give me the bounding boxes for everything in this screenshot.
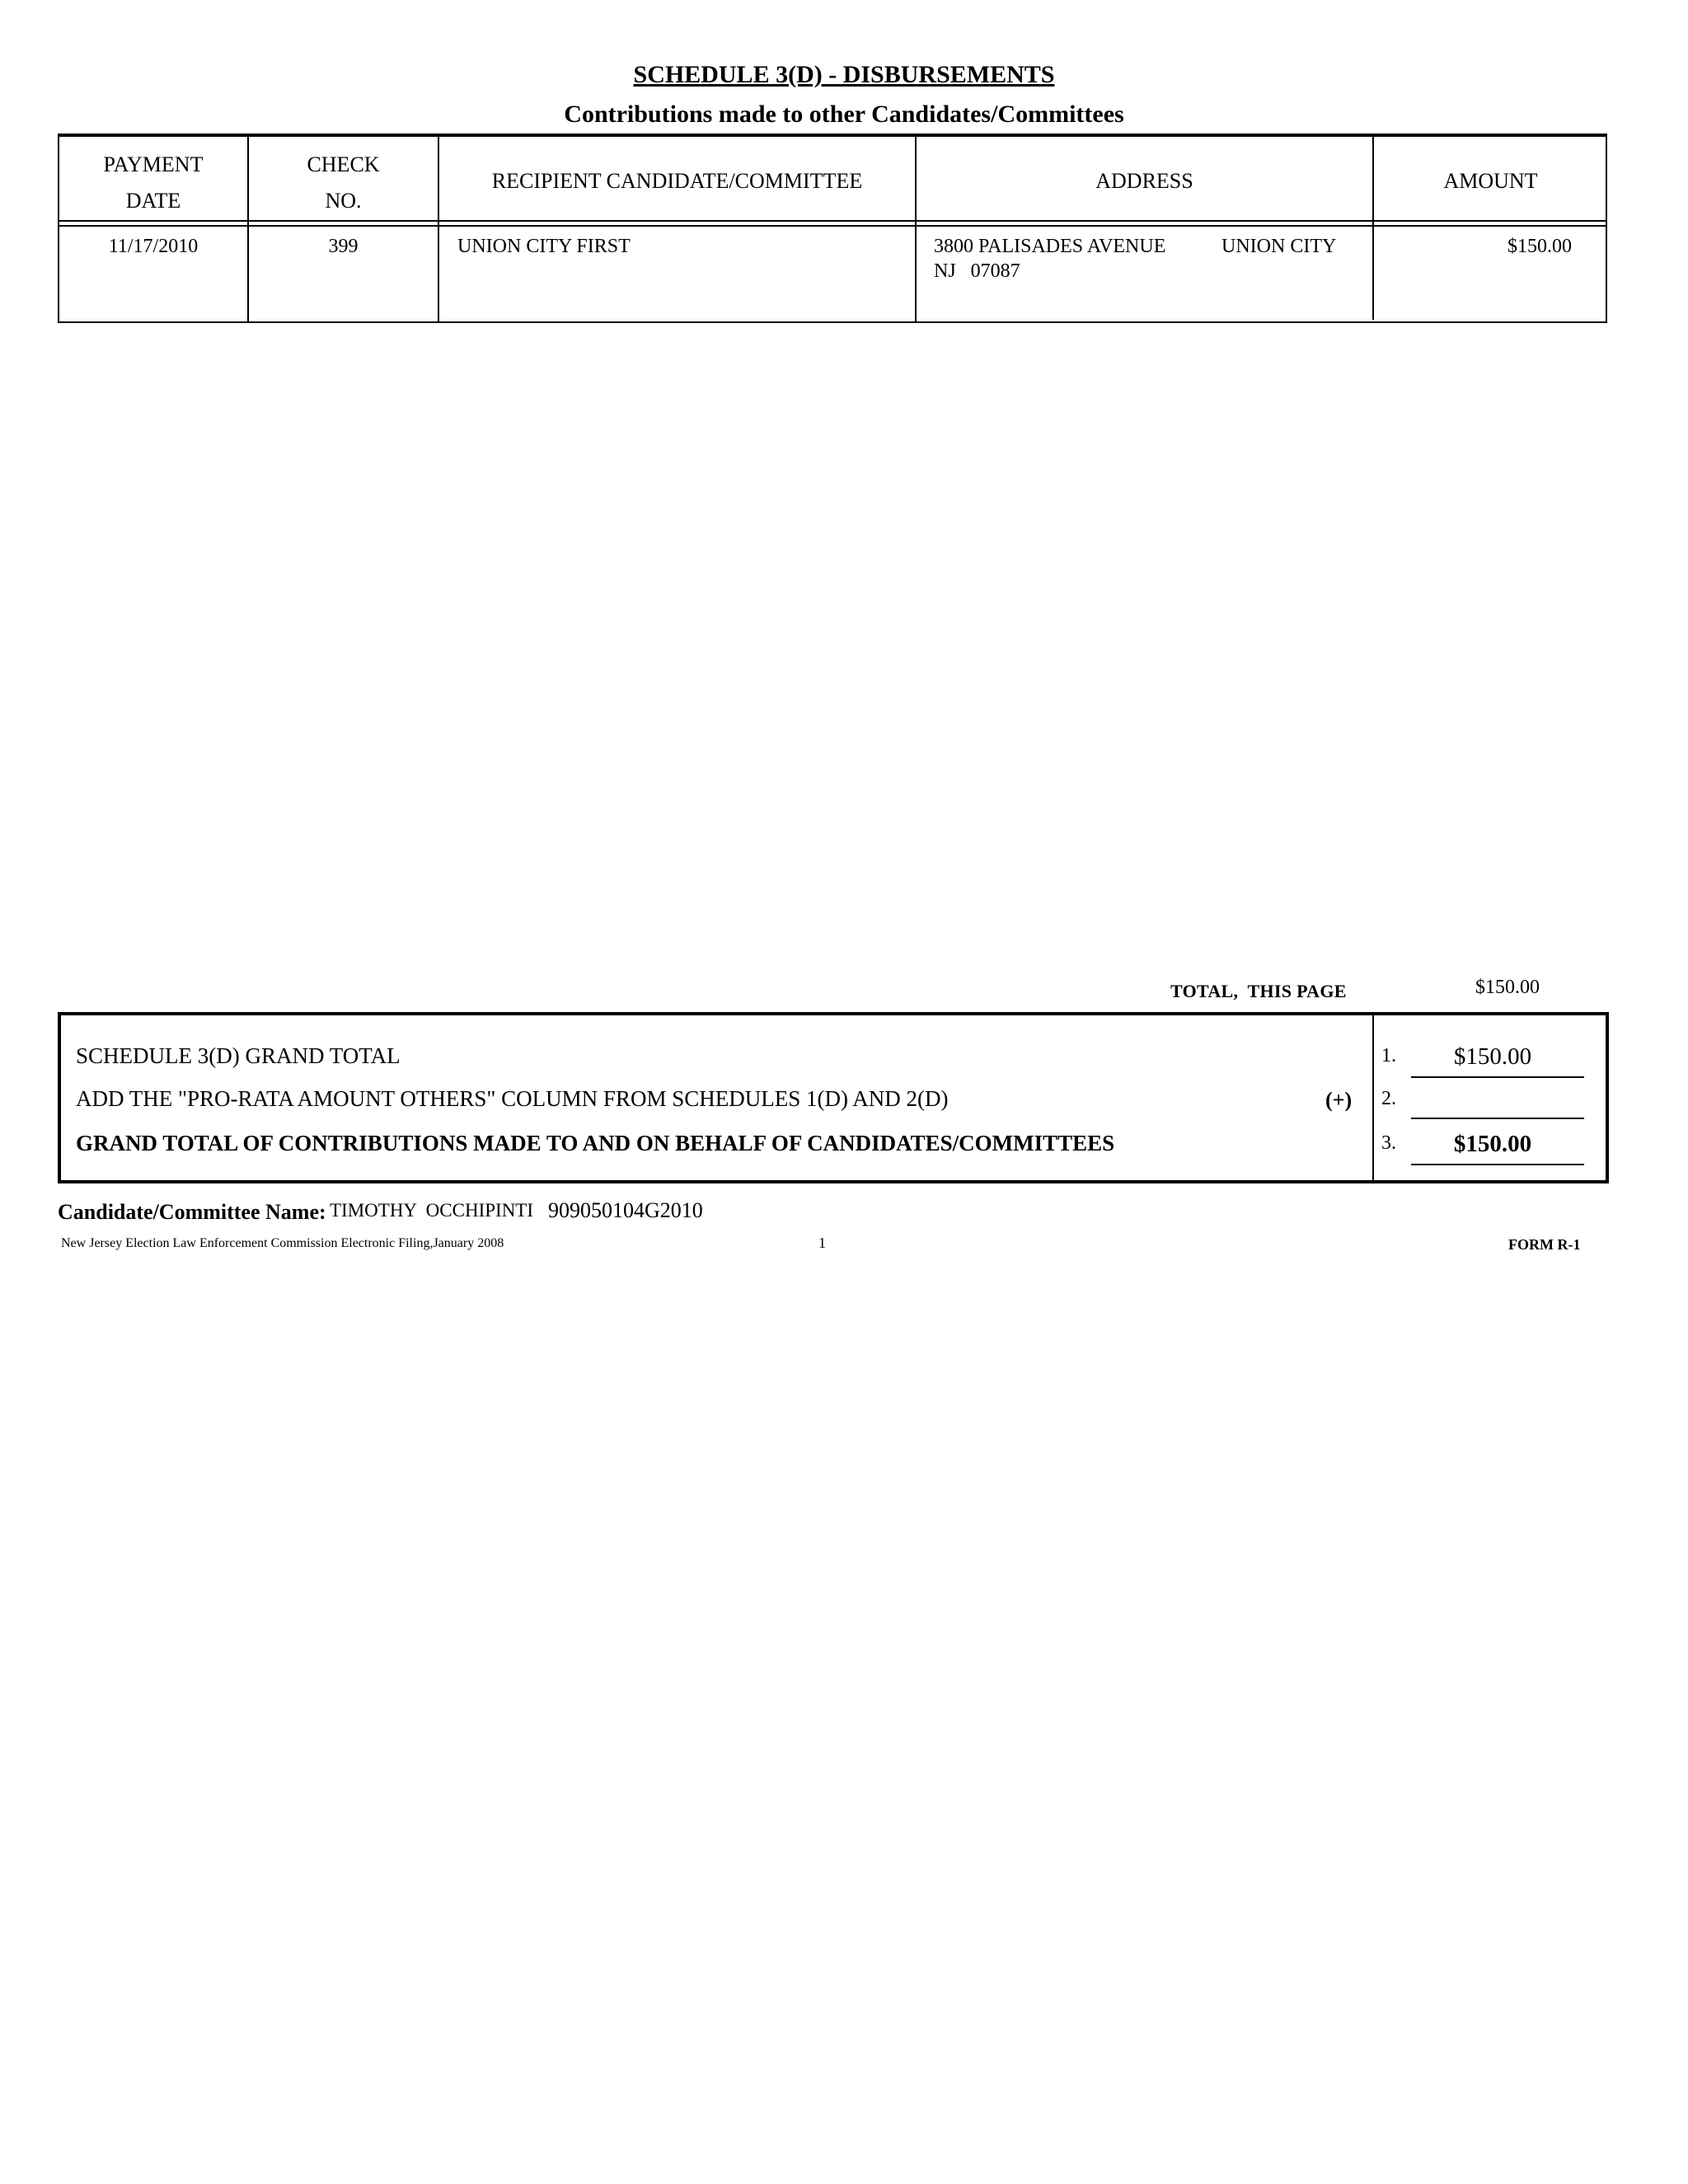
row-check-no: 399 [328, 236, 359, 257]
candidate-id: 909050104G2010 [548, 1198, 703, 1222]
grand-total-plus-sign: (+) [1325, 1088, 1353, 1112]
header-payment-label: PAYMENT [103, 152, 204, 176]
row-address-state-zip: NJ 07087 [934, 260, 1020, 282]
header-date-label: DATE [125, 189, 181, 213]
row-amount: $150.00 [1507, 236, 1572, 257]
grand-total-line3-value: $150.00 [1453, 1131, 1532, 1157]
grand-total-line3-num: 3. [1381, 1132, 1396, 1154]
header-check-label: CHECK [307, 152, 380, 176]
candidate-name: TIMOTHY OCCHIPINTI [330, 1200, 534, 1221]
grand-total-line1-label: SCHEDULE 3(D) GRAND TOTAL [76, 1043, 401, 1068]
header-no-label: NO. [325, 189, 362, 213]
schedule-title: SCHEDULE 3(D) - DISBURSEMENTS [633, 61, 1055, 88]
row-recipient: UNION CITY FIRST [457, 236, 631, 257]
grand-total-divider [1372, 1015, 1374, 1180]
footer-form-id: FORM R-1 [1508, 1236, 1581, 1253]
total-this-page-label: TOTAL, THIS PAGE [1170, 981, 1347, 1001]
grand-total-line1-num: 1. [1381, 1045, 1396, 1066]
footer-page-number: 1 [818, 1235, 826, 1251]
candidate-name-label: Candidate/Committee Name: [58, 1200, 326, 1224]
header-payment-date [59, 147, 247, 219]
schedule-subtitle: Contributions made to other Candidates/Committees [564, 101, 1124, 128]
header-rule [59, 225, 1607, 227]
grand-total-line3-underline [1411, 1164, 1584, 1165]
header-amount: AMOUNT [1443, 169, 1538, 193]
grand-total-line3-label: GRAND TOTAL OF CONTRIBUTIONS MADE TO AND ON BEHALF OF CANDIDATES/COMMITTEES [76, 1131, 1115, 1155]
header-rule [59, 220, 1607, 222]
header-check-no [249, 147, 438, 219]
row-payment-date: 11/17/2010 [108, 236, 199, 257]
total-this-page-value: $150.00 [1475, 977, 1540, 998]
grand-total-line1-underline [1411, 1076, 1584, 1078]
row-address-street: 3800 PALISADES AVENUE [934, 236, 1166, 257]
header-recipient: RECIPIENT CANDIDATE/COMMITTEE [491, 169, 863, 193]
grand-total-line2-label: ADD THE "PRO-RATA AMOUNT OTHERS" COLUMN FROM SCHEDULES 1(D) AND 2(D) [76, 1086, 949, 1111]
grand-total-line2-underline [1411, 1118, 1584, 1119]
row-address-city: UNION CITY [1221, 236, 1337, 257]
header-address: ADDRESS [1095, 169, 1193, 193]
footer-commission-text: New Jersey Election Law Enforcement Commission Electronic Filing,January 2008 [61, 1236, 504, 1250]
grand-total-line1-value: $150.00 [1453, 1043, 1532, 1070]
grand-total-line2-num: 2. [1381, 1088, 1396, 1109]
